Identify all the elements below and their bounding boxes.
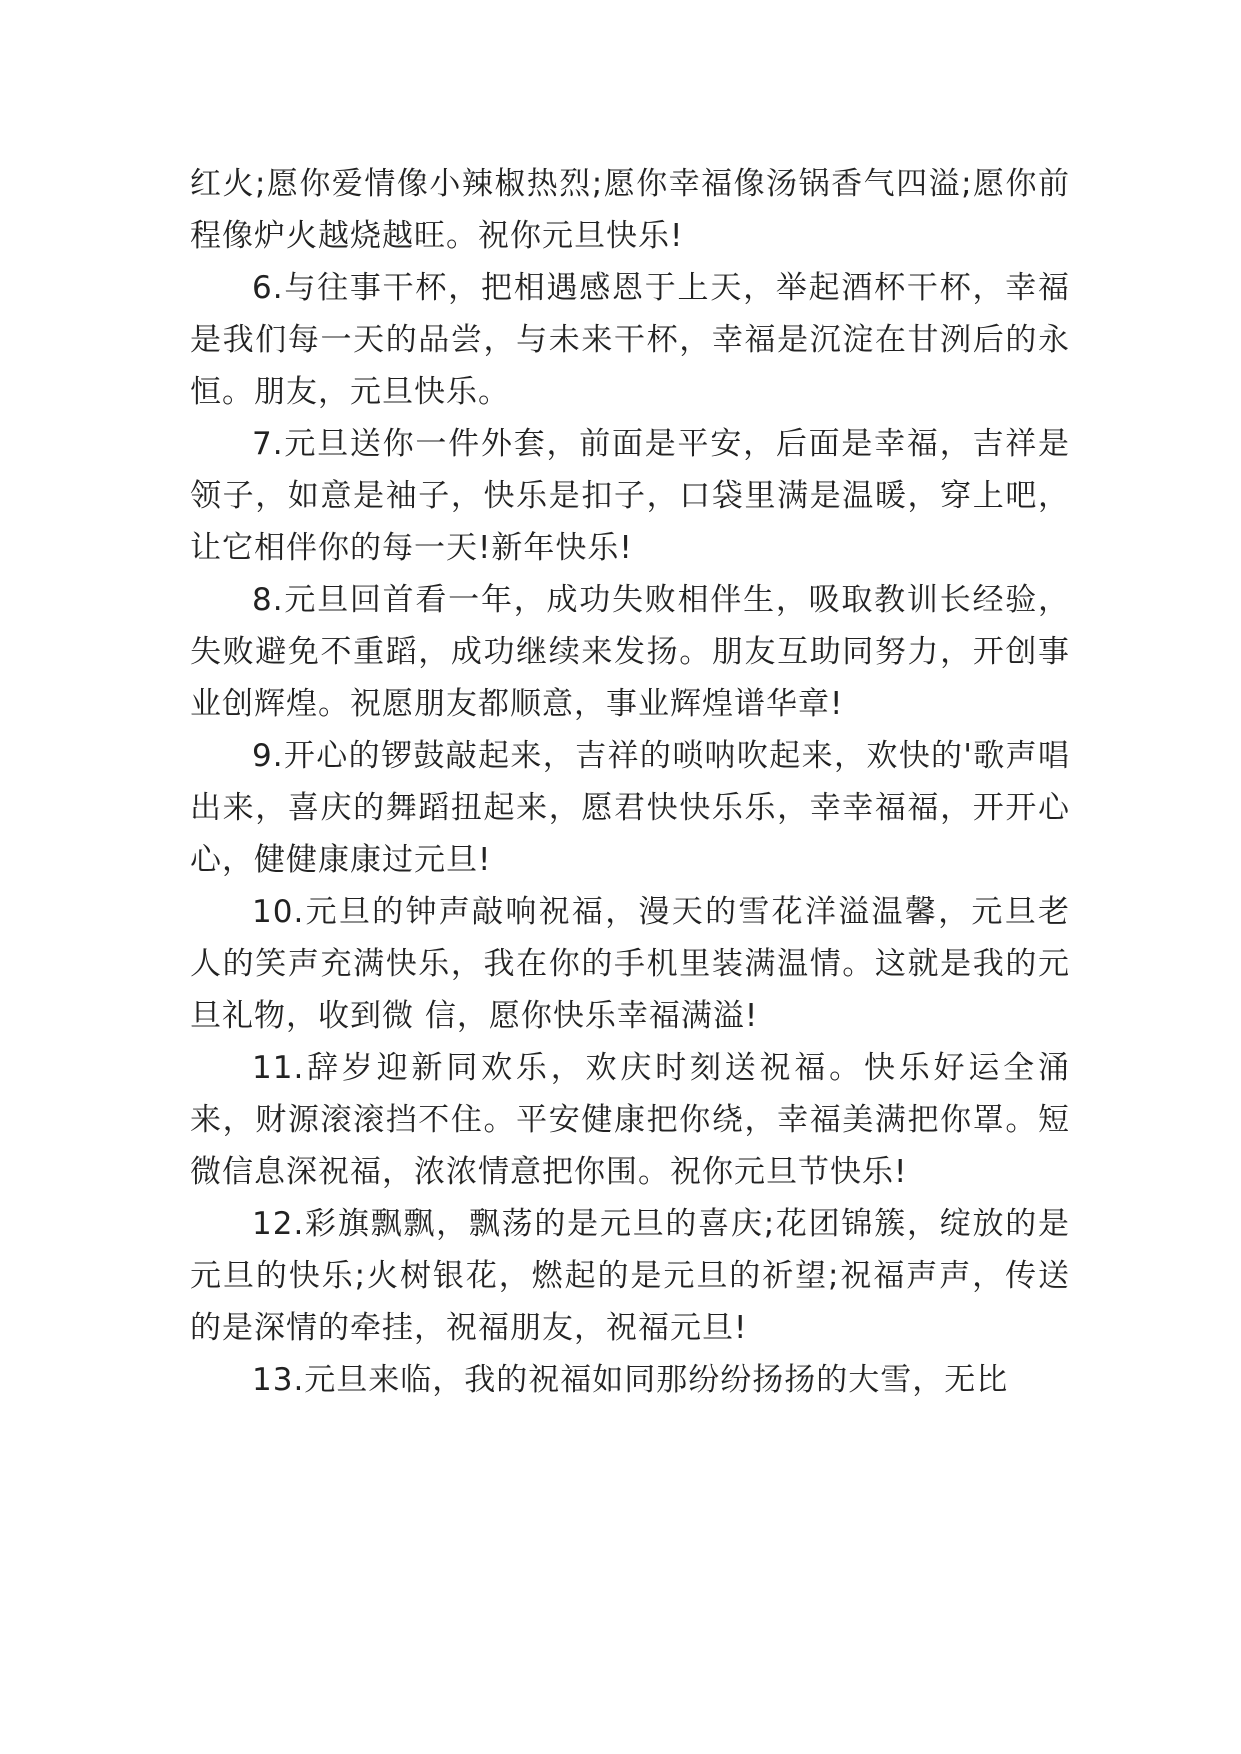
paragraph-item-6: 6.与往事干杯，把相遇感恩于上天，举起酒杯干杯，幸福是我们每一天的品尝，与未来干杯，幸福是沉淀在甘洌后的永恒。朋友，元旦快乐。 <box>190 270 1070 410</box>
paragraph-item-13: 13.元旦来临，我的祝福如同那纷纷扬扬的大雪，无比 <box>252 1362 1009 1398</box>
paragraph-continuation: 红火;愿你爱情像小辣椒热烈;愿你幸福像汤锅香气四溢;愿你前程像炉火越烧越旺。祝你元旦快乐! <box>190 166 1070 254</box>
paragraph-item-12: 12.彩旗飘飘，飘荡的是元旦的喜庆;花团锦簇，绽放的是元旦的快乐;火树银花，燃起的是元旦的祈望;祝福声声，传送的是深情的牵挂，祝福朋友，祝福元旦! <box>190 1206 1070 1346</box>
paragraph-item-7: 7.元旦送你一件外套，前面是平安，后面是幸福，吉祥是领子，如意是袖子，快乐是扣子，口袋里满是温暖，穿上吧，让它相伴你的每一天!新年快乐! <box>190 426 1070 566</box>
document-body <box>190 158 1070 1406</box>
paragraph-item-9: 9.开心的锣鼓敲起来，吉祥的唢呐吹起来，欢快的'歌声唱出来，喜庆的舞蹈扭起来，愿君快快乐乐，幸幸福福，开开心心，健健康康过元旦! <box>190 738 1070 878</box>
paragraph-item-8: 8.元旦回首看一年，成功失败相伴生，吸取教训长经验，失败避免不重蹈，成功继续来发扬。朋友互助同努力，开创事业创辉煌。祝愿朋友都顺意，事业辉煌谱华章! <box>190 582 1070 722</box>
paragraph-item-10: 10.元旦的钟声敲响祝福，漫天的雪花洋溢温馨，元旦老人的笑声充满快乐，我在你的手机里装满温情。这就是我的元旦礼物，收到微 信，愿你快乐幸福满溢! <box>190 894 1070 1034</box>
paragraph-item-11: 11.辞岁迎新同欢乐，欢庆时刻送祝福。快乐好运全涌来，财源滚滚挡不住。平安健康把你绕，幸福美满把你罩。短微信息深祝福，浓浓情意把你围。祝你元旦节快乐! <box>190 1050 1070 1190</box>
